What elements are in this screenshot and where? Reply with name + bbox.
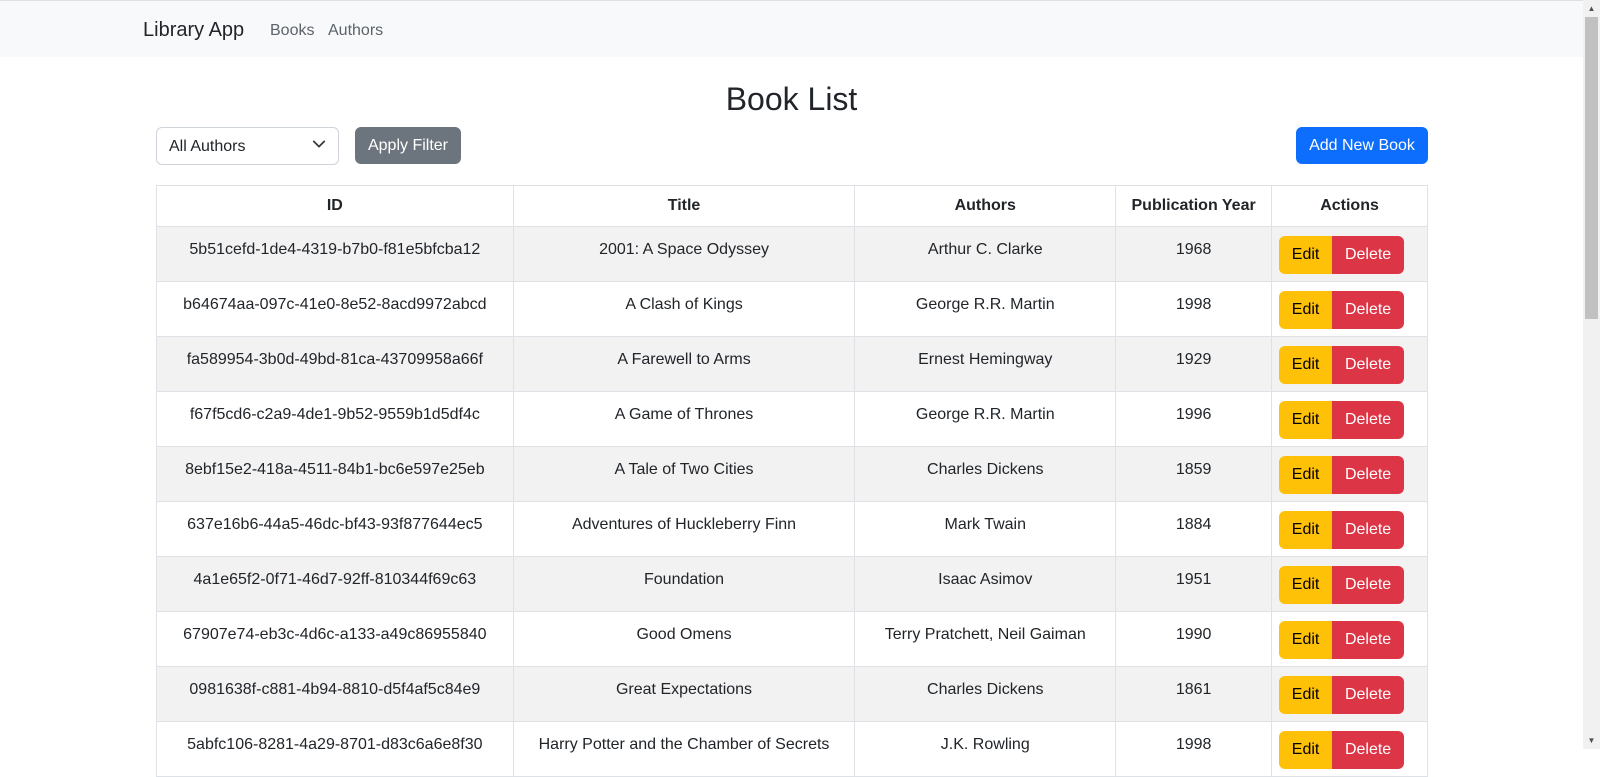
cell-id: 637e16b6-44a5-46dc-bf43-93f877644ec5 xyxy=(157,502,514,557)
cell-id: 67907e74-eb3c-4d6c-a133-a49c86955840 xyxy=(157,612,514,667)
cell-publication-year: 1990 xyxy=(1116,612,1272,667)
cell-publication-year: 1859 xyxy=(1116,447,1272,502)
column-header-title: Title xyxy=(513,186,855,227)
cell-title: A Game of Thrones xyxy=(513,392,855,447)
delete-button[interactable]: Delete xyxy=(1332,236,1404,274)
cell-authors: Mark Twain xyxy=(855,502,1116,557)
book-table-body xyxy=(157,227,1428,777)
table-header-row xyxy=(157,186,1428,227)
cell-title: Harry Potter and the Chamber of Secrets xyxy=(513,722,855,777)
edit-button[interactable]: Edit xyxy=(1279,291,1332,329)
cell-publication-year: 1968 xyxy=(1116,227,1272,282)
column-header-authors: Authors xyxy=(855,186,1116,227)
delete-button[interactable]: Delete xyxy=(1332,676,1404,714)
edit-button[interactable]: Edit xyxy=(1279,676,1332,714)
cell-title: A Tale of Two Cities xyxy=(513,447,855,502)
delete-button[interactable]: Delete xyxy=(1332,511,1404,549)
delete-button[interactable]: Delete xyxy=(1332,456,1404,494)
cell-id: 5b51cefd-1de4-4319-b7b0-f81e5bfcba12 xyxy=(157,227,514,282)
cell-authors: Charles Dickens xyxy=(855,667,1116,722)
column-header-actions: Actions xyxy=(1272,186,1428,227)
vertical-scrollbar[interactable] xyxy=(1583,0,1600,749)
cell-publication-year: 1884 xyxy=(1116,502,1272,557)
cell-authors: Arthur C. Clarke xyxy=(855,227,1116,282)
edit-button[interactable]: Edit xyxy=(1279,401,1332,439)
cell-publication-year: 1998 xyxy=(1116,282,1272,337)
cell-id: 8ebf15e2-418a-4511-84b1-bc6e597e25eb xyxy=(157,447,514,502)
cell-actions xyxy=(1272,557,1428,612)
table-row xyxy=(157,722,1428,777)
cell-authors: J.K. Rowling xyxy=(855,722,1116,777)
cell-authors: George R.R. Martin xyxy=(855,392,1116,447)
cell-id: f67f5cd6-c2a9-4de1-9b52-9559b1d5df4c xyxy=(157,392,514,447)
delete-button[interactable]: Delete xyxy=(1332,731,1404,769)
edit-button[interactable]: Edit xyxy=(1279,731,1332,769)
cell-publication-year: 1998 xyxy=(1116,722,1272,777)
cell-authors: Charles Dickens xyxy=(855,447,1116,502)
table-row xyxy=(157,282,1428,337)
cell-authors: Isaac Asimov xyxy=(855,557,1116,612)
cell-actions xyxy=(1272,667,1428,722)
delete-button[interactable]: Delete xyxy=(1332,291,1404,329)
cell-id: b64674aa-097c-41e0-8e52-8acd9972abcd xyxy=(157,282,514,337)
edit-button[interactable]: Edit xyxy=(1279,236,1332,274)
column-header-publication-year: Publication Year xyxy=(1116,186,1272,227)
cell-actions xyxy=(1272,282,1428,337)
cell-id: 5abfc106-8281-4a29-8701-d83c6a6e8f30 xyxy=(157,722,514,777)
table-row xyxy=(157,227,1428,282)
edit-button[interactable]: Edit xyxy=(1279,511,1332,549)
cell-authors: Terry Pratchett, Neil Gaiman xyxy=(855,612,1116,667)
table-row xyxy=(157,667,1428,722)
delete-button[interactable]: Delete xyxy=(1332,401,1404,439)
edit-button[interactable]: Edit xyxy=(1279,456,1332,494)
cell-actions xyxy=(1272,227,1428,282)
author-filter-selected-value: All Authors xyxy=(169,138,246,155)
author-filter-select[interactable] xyxy=(156,127,339,165)
brand-link[interactable]: Library App xyxy=(143,19,245,41)
cell-title: 2001: A Space Odyssey xyxy=(513,227,855,282)
cell-title: Good Omens xyxy=(513,612,855,667)
cell-actions xyxy=(1272,612,1428,667)
cell-title: Great Expectations xyxy=(513,667,855,722)
table-row xyxy=(157,447,1428,502)
edit-button[interactable]: Edit xyxy=(1279,346,1332,384)
column-header-id: ID xyxy=(157,186,514,227)
delete-button[interactable]: Delete xyxy=(1332,621,1404,659)
cell-title: Adventures of Huckleberry Finn xyxy=(513,502,855,557)
scroll-down-arrow-icon[interactable]: ▼ xyxy=(1587,736,1596,745)
nav-link-authors[interactable]: Authors xyxy=(328,22,384,39)
cell-actions xyxy=(1272,447,1428,502)
add-new-book-button[interactable]: Add New Book xyxy=(1296,127,1428,164)
scroll-up-arrow-icon[interactable]: ▲ xyxy=(1587,4,1596,13)
book-table xyxy=(156,185,1428,777)
apply-filter-button[interactable]: Apply Filter xyxy=(355,127,461,164)
cell-title: A Clash of Kings xyxy=(513,282,855,337)
cell-actions xyxy=(1272,337,1428,392)
cell-actions xyxy=(1272,392,1428,447)
cell-actions xyxy=(1272,502,1428,557)
cell-publication-year: 1929 xyxy=(1116,337,1272,392)
delete-button[interactable]: Delete xyxy=(1332,346,1404,384)
page-title: Book List xyxy=(725,81,858,117)
cell-authors: Ernest Hemingway xyxy=(855,337,1116,392)
delete-button[interactable]: Delete xyxy=(1332,566,1404,604)
cell-id: 4a1e65f2-0f71-46d7-92ff-810344f69c63 xyxy=(157,557,514,612)
cell-authors: George R.R. Martin xyxy=(855,282,1116,337)
cell-publication-year: 1861 xyxy=(1116,667,1272,722)
scrollbar-thumb[interactable] xyxy=(1585,17,1598,319)
table-row xyxy=(157,392,1428,447)
table-row xyxy=(157,557,1428,612)
table-row xyxy=(157,612,1428,667)
edit-button[interactable]: Edit xyxy=(1279,621,1332,659)
cell-title: A Farewell to Arms xyxy=(513,337,855,392)
cell-publication-year: 1996 xyxy=(1116,392,1272,447)
cell-actions xyxy=(1272,722,1428,777)
cell-publication-year: 1951 xyxy=(1116,557,1272,612)
table-row xyxy=(157,502,1428,557)
navbar xyxy=(0,0,1583,57)
cell-id: 0981638f-c881-4b94-8810-d5f4af5c84e9 xyxy=(157,667,514,722)
edit-button[interactable]: Edit xyxy=(1279,566,1332,604)
nav-link-books[interactable]: Books xyxy=(270,22,315,39)
cell-id: fa589954-3b0d-49bd-81ca-43709958a66f xyxy=(157,337,514,392)
chevron-down-icon xyxy=(312,137,326,151)
cell-title: Foundation xyxy=(513,557,855,612)
table-row xyxy=(157,337,1428,392)
